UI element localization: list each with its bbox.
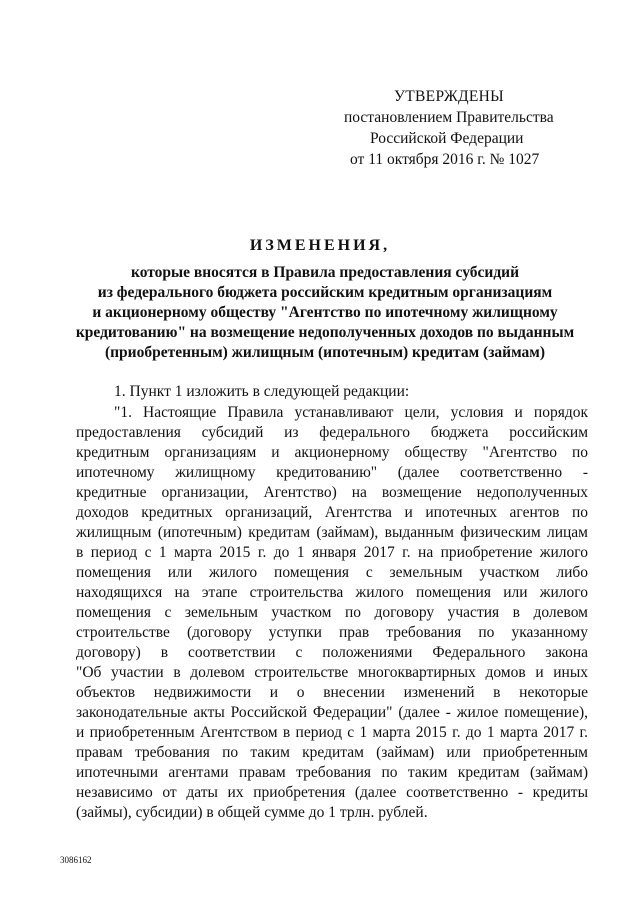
body-line: и приобретенным Агентством в период с 1 марта 2015 г. до 1 марта 2017 г. [76,724,588,741]
body-line: ипотечными агентами правам требования по таким кредитам (займам) [76,764,588,781]
subtitle-line: кредитованию" на возмещение недополученных доходов по выданным [75,324,575,341]
body-line: "Об участии в долевом строительстве многоквартирных домов и иных [76,664,588,681]
approval-date-number: от 11 октября 2016 г. № 1027 [350,151,540,168]
subtitle-line: из федерального бюджета российским кредитным организациям [97,284,553,301]
body-line: (займы), субсидии) в общей сумме до 1 трлн. рублей. [76,804,428,821]
body-line: помещения с земельным участком по договору участия в долевом [76,604,588,621]
body-line: кредитным организациям и акционерному обществу "Агентство по [76,444,588,461]
subtitle-line: (приобретенным) жилищным (ипотечным) кредитам (займам) [104,344,546,361]
quoted-rule-text [76,403,588,823]
body-line: находящихся на этапе строительства жилого помещения или жилого [76,584,588,601]
point-1-heading: 1. Пункт 1 изложить в следующей редакции: [114,383,410,400]
body-line: предоставления субсидий из федерального бюджета российским [76,424,588,441]
body-line: договору) в соответствии с положениями Федерального закона [76,644,588,661]
approval-line: постановлением Правительства [344,109,554,126]
body-line: правам требования по таким кредитам (займам) или приобретенным [76,744,588,761]
body-line: объектов недвижимости и о внесении изменений в некоторые [76,684,588,701]
document-subtitle [60,263,590,363]
approval-heading: УТВЕРЖДЕНЫ [394,88,504,105]
body-line: помещения или жилого помещения с земельным участком либо [76,564,588,581]
body-line: строительстве (договору уступки прав требования по указанному [76,624,588,641]
body-line: ипотечному жилищному кредитованию" (далее соответственно - [76,464,588,481]
body-line: доходов кредитных организаций, Агентства и ипотечных агентов по [76,504,588,521]
approval-line: Российской Федерации [370,130,524,147]
approval-block [330,86,590,170]
document-title: ИЗМЕНЕНИЯ, [249,237,391,254]
subtitle-line: которые вносятся в Правила предоставления субсидий [130,264,520,281]
body-line: жилищным (ипотечным) кредитам (займам), выданным физическим лицам [76,524,588,541]
document-body [76,382,588,823]
body-line: независимо от даты их приобретения (далее соответственно - кредиты [76,784,588,801]
body-line: в период с 1 марта 2015 г. до 1 января 2017 г. на приобретение жилого [76,544,588,561]
body-line: законодательные акты Российской Федерации" (далее - жилое помещение), [76,704,588,721]
subtitle-line: и акционерному обществу "Агентство по ипотечному жилищному [92,304,558,321]
document-code: 3086162 [60,855,92,865]
body-line: кредитные организации, Агентство) на возмещение недополученных [76,484,588,501]
body-line: "1. Настоящие Правила устанавливают цели, условия и порядок [114,404,588,421]
